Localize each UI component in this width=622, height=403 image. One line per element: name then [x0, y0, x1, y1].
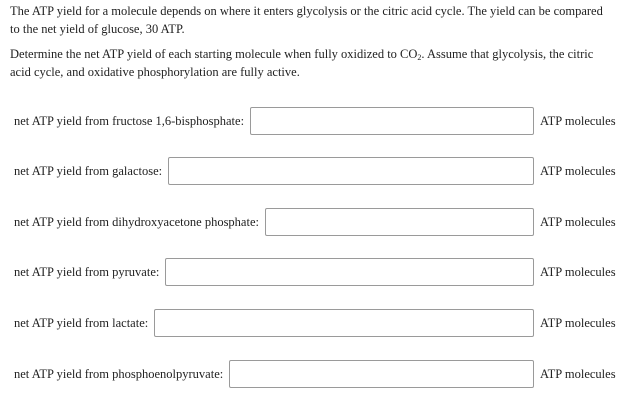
answer-row-pyruvate	[0, 257, 622, 287]
unit-label: ATP molecules	[540, 214, 616, 229]
answer-input-pyruvate[interactable]	[165, 258, 534, 286]
answer-label: net ATP yield from fructose 1,6-bisphosphate:	[14, 113, 245, 128]
answer-input-phosphoenolpyruvate[interactable]	[229, 360, 534, 388]
unit-label: ATP molecules	[540, 315, 616, 330]
unit-label: ATP molecules	[540, 163, 616, 178]
answer-row-lactate	[0, 308, 622, 338]
intro-paragraph-2-end: . Assume that glycolysis, the citric acid cycle, and oxidative phosphorylation are fully active.	[10, 47, 594, 79]
answer-label: net ATP yield from lactate:	[14, 315, 149, 330]
answer-row-dihydroxyacetone-phosphate	[0, 207, 622, 237]
answer-input-dihydroxyacetone-phosphate[interactable]	[265, 208, 534, 236]
intro-paragraph-2-start: Determine the net ATP yield of each starting molecule when fully oxidized to CO	[10, 47, 418, 61]
answer-row-fructose-bisphosphate	[0, 106, 622, 136]
answer-input-galactose[interactable]	[168, 157, 534, 185]
answer-input-fructose-bisphosphate[interactable]	[250, 107, 534, 135]
answer-label: net ATP yield from dihydroxyacetone phosphate:	[14, 214, 259, 229]
intro-paragraph-1: The ATP yield for a molecule depends on where it enters glycolysis or the citric acid cycle. The yield can be compared to the net yield of glucose, 30 ATP.	[10, 4, 603, 36]
answer-label: net ATP yield from pyruvate:	[14, 264, 160, 279]
unit-label: ATP molecules	[540, 264, 616, 279]
answer-row-galactose	[0, 156, 622, 186]
answer-row-phosphoenolpyruvate	[0, 359, 622, 389]
unit-label: ATP molecules	[540, 366, 616, 381]
question-intro	[10, 2, 615, 88]
intro-paragraph-2	[10, 45, 615, 81]
co2-subscript: 2	[417, 53, 422, 62]
answer-input-lactate[interactable]	[154, 309, 534, 337]
answer-label: net ATP yield from galactose:	[14, 163, 163, 178]
answer-label: net ATP yield from phosphoenolpyruvate:	[14, 366, 224, 381]
unit-label: ATP molecules	[540, 113, 616, 128]
